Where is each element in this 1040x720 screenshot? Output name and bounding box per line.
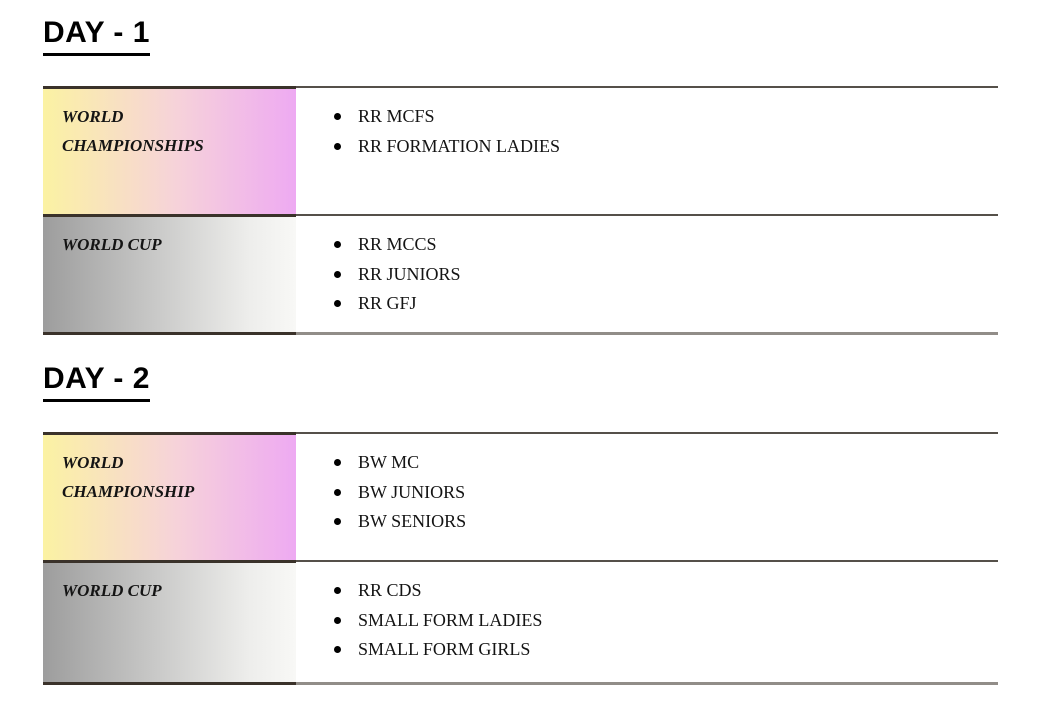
event-item: RR MCCS: [358, 230, 988, 260]
category-label: WORLD CUP: [62, 235, 162, 254]
category-cell-championship: [43, 432, 296, 560]
day-2-section: [43, 362, 998, 685]
category-label: WORLD CHAMPIONSHIP: [62, 453, 195, 501]
event-item: SMALL FORM LADIES: [358, 606, 988, 636]
category-cell-cup: [43, 214, 296, 335]
day-1-table: [43, 86, 998, 335]
event-item: RR MCFS: [358, 102, 988, 132]
category-label: WORLD CHAMPIONSHIPS: [62, 107, 204, 155]
event-list: [296, 102, 988, 161]
day-1-heading: [43, 16, 998, 56]
day-2-heading-text: DAY - 2: [43, 362, 150, 402]
table-row: [43, 432, 998, 560]
day-2-table: [43, 432, 998, 685]
events-cell: [296, 432, 998, 560]
category-label: WORLD CUP: [62, 581, 162, 600]
event-item: BW SENIORS: [358, 507, 988, 537]
event-item: SMALL FORM GIRLS: [358, 635, 988, 665]
events-cell: [296, 560, 998, 685]
table-row: [43, 214, 998, 335]
event-list: [296, 576, 988, 665]
events-cell: [296, 86, 998, 214]
event-item: BW MC: [358, 448, 988, 478]
day-1-section: [43, 16, 998, 335]
table-row: [43, 560, 998, 685]
event-item: RR CDS: [358, 576, 988, 606]
event-item: BW JUNIORS: [358, 478, 988, 508]
category-cell-championship: [43, 86, 296, 214]
event-item: RR JUNIORS: [358, 260, 988, 290]
event-item: RR FORMATION LADIES: [358, 132, 988, 162]
day-1-heading-text: DAY - 1: [43, 16, 150, 56]
events-cell: [296, 214, 998, 335]
event-list: [296, 448, 988, 537]
event-item: RR GFJ: [358, 289, 988, 319]
event-list: [296, 230, 988, 319]
day-2-heading: [43, 362, 998, 402]
table-row: [43, 86, 998, 214]
category-cell-cup: [43, 560, 296, 685]
